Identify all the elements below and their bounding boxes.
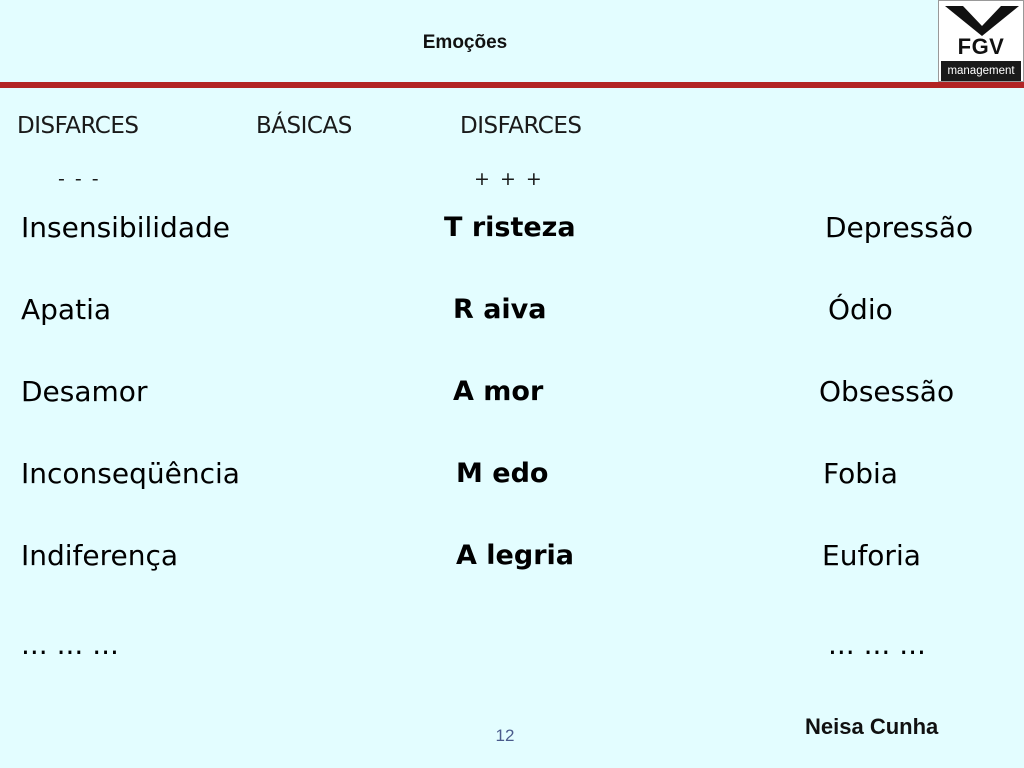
red-divider	[0, 82, 1024, 88]
right-disguise: Fobia	[823, 457, 898, 490]
author-name: Neisa Cunha	[805, 714, 939, 739]
basic-emotion: A mor	[453, 376, 544, 407]
right-disguise: Depressão	[825, 211, 974, 244]
right-disguise: Euforia	[822, 539, 921, 572]
slide-title: Emoções	[422, 32, 508, 53]
left-ellipsis: ... ... ...	[21, 628, 119, 661]
page-number: 12	[495, 726, 515, 745]
fgv-logo	[938, 0, 1024, 82]
negative-sign: - - -	[58, 168, 101, 190]
left-disguise: Inconseqüência	[21, 457, 240, 490]
basic-emotion: M edo	[456, 458, 549, 489]
positive-sign: + + +	[474, 168, 544, 190]
right-ellipsis: ... ... ...	[828, 628, 926, 661]
basic-emotion: T risteza	[444, 212, 576, 243]
right-disguise: Obsessão	[819, 375, 955, 408]
left-disguise: Apatia	[21, 293, 112, 326]
left-disguise: Insensibilidade	[21, 211, 230, 244]
left-disguise: Desamor	[21, 375, 148, 408]
basic-emotion: A legria	[456, 540, 574, 571]
left-column-header: DISFARCES	[17, 113, 139, 139]
fgv-chevron-icon	[945, 4, 1019, 36]
left-disguise: Indiferença	[21, 539, 179, 572]
right-column-header: DISFARCES	[460, 113, 582, 139]
right-disguise: Ódio	[828, 293, 893, 326]
basic-emotion: R aiva	[453, 294, 547, 325]
center-column-header: BÁSICAS	[256, 113, 352, 139]
logo-brand: FGV	[957, 34, 1005, 59]
logo-subtitle: management	[941, 61, 1021, 81]
